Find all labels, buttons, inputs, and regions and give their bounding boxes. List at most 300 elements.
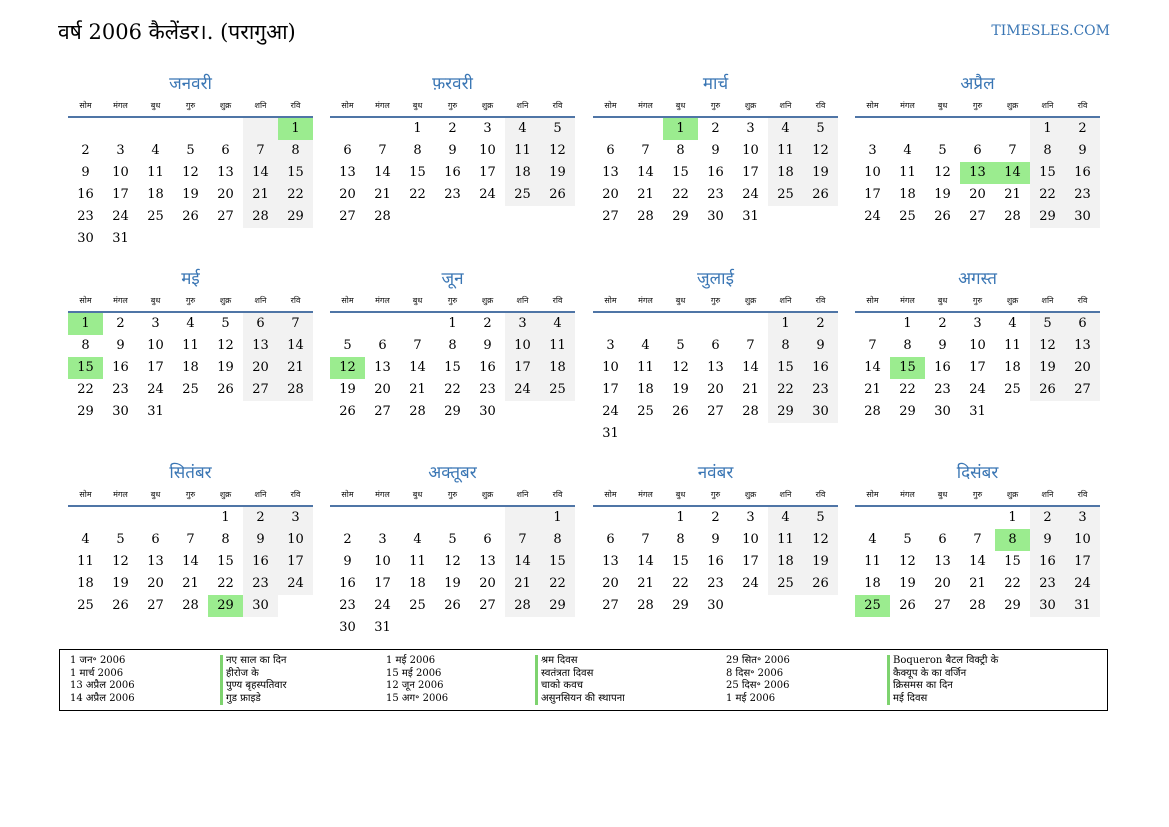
day-cell: 9: [711, 532, 720, 547]
weekday-label: बुध: [412, 490, 423, 499]
legend-names-3: [887, 655, 998, 705]
day-cell: 17: [147, 360, 164, 375]
day-cell: 20: [374, 382, 391, 397]
day-cell: 28: [742, 404, 759, 419]
day-cell: 27: [934, 598, 951, 613]
day-cell: 13: [602, 165, 619, 180]
day-cell: 24: [479, 187, 496, 202]
day-cell: 24: [602, 404, 619, 419]
weekday-header: [330, 292, 575, 313]
day-cell: 29: [672, 598, 689, 613]
day-cell: 26: [899, 598, 916, 613]
day-cell: 30: [243, 595, 278, 617]
day-cell: 29: [899, 404, 916, 419]
day-cell: 4: [413, 532, 422, 547]
holiday-cell: 1: [68, 313, 103, 335]
day-cell: 17: [1065, 551, 1100, 573]
holiday-cell: 15: [68, 357, 103, 379]
day-cell: 5: [343, 338, 352, 353]
weekday-label: मंगल: [900, 296, 915, 305]
empty-cell: [330, 313, 365, 335]
day-cell: 18: [768, 162, 803, 184]
day-cell: 7: [1008, 143, 1017, 158]
day-cell: 9: [1065, 140, 1100, 162]
day-cell: 24: [969, 382, 986, 397]
legend-holiday: स्वतंत्रता दिवस: [535, 668, 625, 681]
day-cell: 25: [768, 184, 803, 206]
day-cell: 6: [221, 143, 230, 158]
day-cell: 2: [343, 532, 352, 547]
weekday-label: शनि: [1041, 490, 1054, 499]
day-cell: 6: [606, 143, 615, 158]
day-cell: 22: [1004, 576, 1021, 591]
holiday-legend: [59, 649, 1108, 711]
day-cell: 4: [903, 143, 912, 158]
day-cell: 22: [540, 573, 575, 595]
empty-cell: [890, 118, 925, 140]
month-march: [593, 71, 838, 228]
weekday-label: शनि: [516, 296, 529, 305]
day-cell: 18: [864, 576, 881, 591]
day-cell: 21: [637, 187, 654, 202]
day-grid: [68, 313, 313, 423]
day-cell: 1: [676, 510, 685, 525]
day-cell: 21: [278, 357, 313, 379]
day-cell: 11: [899, 165, 916, 180]
day-cell: 26: [112, 598, 129, 613]
weekday-label: रवि: [815, 490, 826, 499]
day-cell: 2: [1030, 507, 1065, 529]
empty-cell: [855, 507, 890, 529]
day-cell: 28: [1004, 209, 1021, 224]
day-cell: 28: [409, 404, 426, 419]
day-cell: 13: [934, 554, 951, 569]
empty-cell: [68, 118, 103, 140]
weekday-label: गुरु: [185, 101, 196, 110]
weekday-label: गुरु: [185, 296, 196, 305]
empty-cell: [103, 507, 138, 529]
empty-cell: [628, 118, 663, 140]
day-cell: 11: [409, 554, 426, 569]
day-cell: 26: [339, 404, 356, 419]
day-cell: 18: [77, 576, 94, 591]
day-cell: 10: [505, 335, 540, 357]
day-cell: 16: [1065, 162, 1100, 184]
legend-dates-2: [386, 655, 448, 705]
day-cell: 10: [602, 360, 619, 375]
day-cell: 2: [711, 121, 720, 136]
day-cell: 17: [505, 357, 540, 379]
day-cell: 30: [1030, 595, 1065, 617]
day-cell: 25: [182, 382, 199, 397]
day-cell: 31: [374, 620, 391, 635]
day-cell: 22: [77, 382, 94, 397]
day-cell: 3: [973, 316, 982, 331]
day-cell: 21: [409, 382, 426, 397]
month-name: मार्च: [702, 74, 729, 94]
day-cell: 2: [448, 121, 457, 136]
day-cell: 13: [147, 554, 164, 569]
day-cell: 30: [934, 404, 951, 419]
holiday-cell: 25: [855, 595, 890, 617]
day-cell: 8: [81, 338, 90, 353]
day-cell: 5: [540, 118, 575, 140]
day-cell: 5: [676, 338, 685, 353]
day-cell: 6: [343, 143, 352, 158]
day-cell: 23: [707, 187, 724, 202]
weekday-label: गुरु: [972, 101, 983, 110]
legend-holiday: चाको कवच: [535, 680, 625, 693]
weekday-label: सोम: [341, 490, 354, 499]
month-name: फ़रवरी: [432, 74, 473, 94]
day-cell: 10: [1065, 529, 1100, 551]
day-cell: 20: [602, 576, 619, 591]
empty-cell: [995, 118, 1030, 140]
holiday-cell: 8: [995, 529, 1030, 551]
day-cell: 27: [1065, 379, 1100, 401]
weekday-label: सोम: [604, 101, 617, 110]
weekday-label: मंगल: [900, 490, 915, 499]
day-cell: 25: [1004, 382, 1021, 397]
weekday-label: शुक्र: [219, 296, 232, 305]
month-july: [593, 266, 838, 445]
empty-cell: [960, 507, 995, 529]
day-cell: 12: [444, 554, 461, 569]
legend-date: 1 मई 2006: [726, 692, 776, 704]
legend-holiday: पुण्य बृहस्पतिवार: [220, 680, 287, 693]
day-cell: 14: [637, 165, 654, 180]
legend-names-1: [220, 655, 287, 705]
weekday-header: [593, 292, 838, 313]
day-cell: 8: [676, 532, 685, 547]
day-cell: 25: [540, 379, 575, 401]
legend-date: 1 जन॰ 2006: [70, 655, 126, 666]
weekday-label: शुक्र: [744, 101, 757, 110]
day-cell: 16: [803, 357, 838, 379]
weekday-header: [593, 486, 838, 507]
weekday-label: सोम: [79, 296, 92, 305]
day-cell: 8: [903, 338, 912, 353]
empty-cell: [470, 507, 505, 529]
day-cell: 19: [803, 551, 838, 573]
day-cell: 18: [1004, 360, 1021, 375]
day-cell: 12: [112, 554, 129, 569]
day-cell: 7: [278, 313, 313, 335]
day-cell: 14: [374, 165, 391, 180]
weekday-header: [593, 97, 838, 118]
day-cell: 21: [969, 576, 986, 591]
day-cell: 6: [378, 338, 387, 353]
day-cell: 21: [243, 184, 278, 206]
empty-cell: [855, 118, 890, 140]
empty-cell: [173, 507, 208, 529]
weekday-label: शनि: [254, 101, 267, 110]
day-cell: 19: [899, 576, 916, 591]
day-cell: 4: [540, 313, 575, 335]
day-cell: 7: [413, 338, 422, 353]
weekday-label: मंगल: [638, 296, 653, 305]
month-name: जनवरी: [169, 74, 212, 94]
day-cell: 17: [278, 551, 313, 573]
day-cell: 12: [803, 529, 838, 551]
weekday-header: [855, 97, 1100, 118]
weekday-label: सोम: [866, 296, 879, 305]
day-cell: 27: [707, 404, 724, 419]
day-cell: 26: [803, 184, 838, 206]
weekday-header: [68, 292, 313, 313]
day-grid: [330, 313, 575, 423]
empty-cell: [103, 118, 138, 140]
weekday-label: बुध: [937, 101, 948, 110]
legend-holiday: गुड फ्राइडे: [220, 693, 287, 706]
day-cell: 30: [479, 404, 496, 419]
day-cell: 10: [278, 529, 313, 551]
day-grid: [330, 507, 575, 639]
empty-cell: [698, 313, 733, 335]
empty-cell: [628, 313, 663, 335]
day-cell: 9: [711, 143, 720, 158]
empty-cell: [400, 507, 435, 529]
day-cell: 1: [1008, 510, 1017, 525]
day-cell: 17: [969, 360, 986, 375]
day-cell: 27: [147, 598, 164, 613]
empty-cell: [365, 507, 400, 529]
day-cell: 16: [112, 360, 129, 375]
day-cell: 18: [147, 187, 164, 202]
day-cell: 24: [505, 379, 540, 401]
day-cell: 20: [147, 576, 164, 591]
day-cell: 28: [505, 595, 540, 617]
day-cell: 28: [864, 404, 881, 419]
empty-cell: [365, 118, 400, 140]
day-cell: 5: [1030, 313, 1065, 335]
day-cell: 27: [969, 209, 986, 224]
empty-cell: [593, 313, 628, 335]
day-cell: 13: [707, 360, 724, 375]
day-cell: 3: [116, 143, 125, 158]
day-cell: 29: [672, 209, 689, 224]
day-cell: 11: [1004, 338, 1021, 353]
day-cell: 12: [934, 165, 951, 180]
legend-holiday: असुनसियन की स्थापना: [535, 693, 625, 706]
day-cell: 5: [116, 532, 125, 547]
weekday-label: सोम: [604, 490, 617, 499]
day-grid: [593, 118, 838, 228]
day-cell: 1: [413, 121, 422, 136]
day-cell: 19: [672, 382, 689, 397]
day-cell: 7: [505, 529, 540, 551]
day-cell: 18: [409, 576, 426, 591]
day-cell: 26: [217, 382, 234, 397]
day-cell: 3: [378, 532, 387, 547]
day-cell: 11: [768, 529, 803, 551]
weekday-label: मंगल: [113, 101, 128, 110]
day-cell: 22: [672, 576, 689, 591]
day-cell: 4: [81, 532, 90, 547]
page-title: वर्ष 2006 कैलेंडर।. (परागुआ): [58, 20, 296, 44]
day-cell: 12: [672, 360, 689, 375]
day-cell: 30: [707, 598, 724, 613]
empty-cell: [330, 507, 365, 529]
legend-date: 8 दिस॰ 2006: [726, 667, 784, 679]
day-grid: [68, 507, 313, 617]
day-cell: 21: [637, 576, 654, 591]
day-cell: 7: [378, 143, 387, 158]
day-cell: 12: [803, 140, 838, 162]
day-cell: 13: [602, 554, 619, 569]
empty-cell: [208, 118, 243, 140]
weekday-label: रवि: [290, 490, 301, 499]
day-cell: 28: [278, 379, 313, 401]
months-grid: [68, 71, 1101, 641]
day-cell: 19: [803, 162, 838, 184]
day-cell: 8: [676, 143, 685, 158]
weekday-label: रवि: [552, 101, 563, 110]
day-cell: 5: [803, 507, 838, 529]
legend-holiday: मई दिवस: [887, 693, 998, 706]
empty-cell: [435, 507, 470, 529]
day-cell: 21: [864, 382, 881, 397]
day-cell: 14: [742, 360, 759, 375]
day-cell: 4: [768, 118, 803, 140]
weekday-header: [855, 486, 1100, 507]
weekday-header: [330, 486, 575, 507]
day-cell: 31: [112, 231, 129, 246]
day-cell: 31: [742, 209, 759, 224]
day-cell: 28: [637, 209, 654, 224]
weekday-label: शुक्र: [219, 101, 232, 110]
day-grid: [855, 313, 1100, 423]
day-cell: 30: [112, 404, 129, 419]
day-cell: 3: [1065, 507, 1100, 529]
day-cell: 2: [116, 316, 125, 331]
day-cell: 31: [147, 404, 164, 419]
day-cell: 26: [1030, 379, 1065, 401]
day-cell: 10: [147, 338, 164, 353]
day-cell: 16: [707, 554, 724, 569]
day-cell: 1: [540, 507, 575, 529]
holiday-cell: 1: [663, 118, 698, 140]
day-cell: 7: [868, 338, 877, 353]
day-grid: [593, 313, 838, 445]
day-cell: 26: [182, 209, 199, 224]
legend-date: 12 जून 2006: [386, 680, 444, 691]
day-cell: 1: [768, 313, 803, 335]
weekday-label: शुक्र: [481, 296, 494, 305]
day-cell: 23: [243, 573, 278, 595]
day-cell: 29: [1004, 598, 1021, 613]
day-cell: 1: [1030, 118, 1065, 140]
day-cell: 3: [746, 510, 755, 525]
weekday-label: गुरु: [185, 490, 196, 499]
day-cell: 26: [934, 209, 951, 224]
weekday-label: गुरु: [447, 296, 458, 305]
day-cell: 18: [540, 357, 575, 379]
day-cell: 31: [1065, 595, 1100, 617]
empty-cell: [400, 313, 435, 335]
legend-date: 13 अप्रैल 2006: [70, 680, 135, 691]
day-cell: 27: [339, 209, 356, 224]
day-cell: 16: [1030, 551, 1065, 573]
weekday-label: रवि: [552, 490, 563, 499]
weekday-label: गुरु: [710, 490, 721, 499]
day-cell: 19: [112, 576, 129, 591]
day-cell: 11: [637, 360, 654, 375]
weekday-label: शनि: [779, 101, 792, 110]
day-cell: 17: [602, 382, 619, 397]
month-april: [855, 71, 1100, 228]
weekday-label: सोम: [79, 101, 92, 110]
day-cell: 10: [969, 338, 986, 353]
day-cell: 5: [803, 118, 838, 140]
day-cell: 27: [217, 209, 234, 224]
weekday-label: मंगल: [375, 490, 390, 499]
day-cell: 17: [374, 576, 391, 591]
empty-cell: [890, 507, 925, 529]
day-cell: 15: [540, 551, 575, 573]
weekday-label: मंगल: [900, 101, 915, 110]
weekday-label: गुरु: [972, 490, 983, 499]
day-cell: 19: [540, 162, 575, 184]
day-cell: 24: [112, 209, 129, 224]
day-cell: 27: [479, 598, 496, 613]
day-cell: 19: [1030, 357, 1065, 379]
day-cell: 6: [711, 338, 720, 353]
day-cell: 23: [77, 209, 94, 224]
empty-cell: [855, 313, 890, 335]
legend-holiday: कैक्यूप के का वर्जिन: [887, 668, 998, 681]
day-cell: 20: [1065, 357, 1100, 379]
weekday-label: रवि: [552, 296, 563, 305]
day-cell: 25: [147, 209, 164, 224]
holiday-cell: 13: [960, 162, 995, 184]
day-cell: 5: [221, 316, 230, 331]
day-cell: 21: [505, 573, 540, 595]
day-cell: 17: [742, 165, 759, 180]
weekday-label: बुध: [412, 296, 423, 305]
site-link[interactable]: TIMESLES.COM: [991, 23, 1110, 39]
day-cell: 3: [151, 316, 160, 331]
legend-date: 14 अप्रैल 2006: [70, 692, 135, 704]
day-cell: 6: [938, 532, 947, 547]
day-cell: 23: [1065, 184, 1100, 206]
day-cell: 10: [864, 165, 881, 180]
legend-holiday: हीरोज के: [220, 668, 287, 681]
month-september: [68, 460, 313, 617]
day-cell: 11: [182, 338, 199, 353]
weekday-label: शनि: [1041, 101, 1054, 110]
day-cell: 5: [448, 532, 457, 547]
month-january: [68, 71, 313, 250]
legend-dates-3: [726, 655, 790, 705]
weekday-label: गुरु: [447, 490, 458, 499]
day-cell: 22: [672, 187, 689, 202]
holiday-cell: 29: [208, 595, 243, 617]
day-cell: 20: [934, 576, 951, 591]
day-cell: 23: [444, 187, 461, 202]
day-cell: 24: [742, 576, 759, 591]
day-cell: 24: [374, 598, 391, 613]
day-cell: 20: [479, 576, 496, 591]
weekday-label: शनि: [254, 490, 267, 499]
day-cell: 12: [182, 165, 199, 180]
day-cell: 10: [742, 532, 759, 547]
day-cell: 30: [1065, 206, 1100, 228]
day-cell: 30: [339, 620, 356, 635]
day-cell: 8: [413, 143, 422, 158]
weekday-label: बुध: [150, 101, 161, 110]
day-cell: 17: [742, 554, 759, 569]
